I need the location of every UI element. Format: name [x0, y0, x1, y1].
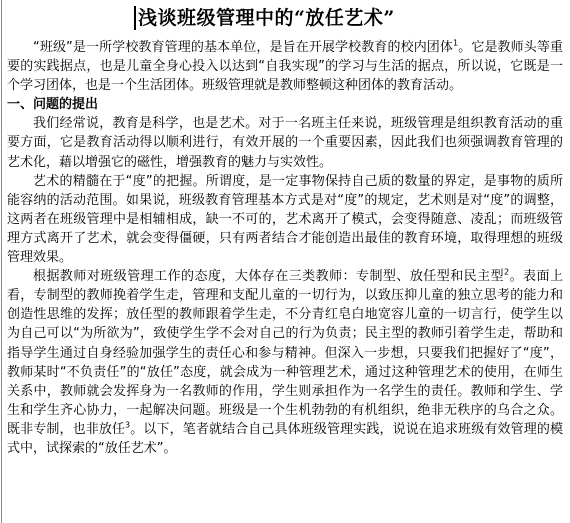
paragraph-intro-text-cont: 。它是教师头等重要的实践据点，也是儿童全身心投入以达到“自我实现”的学习与生活的据点，所以说，它既是一个学习团体，也是一个生活团体。班级管理就是教师整顿这种团体的教育活动。	[7, 40, 563, 94]
footnote-ref-1: 1	[453, 38, 459, 48]
text-cursor	[134, 6, 136, 30]
paragraph-intro	[7, 38, 563, 95]
page-left-border	[1, 0, 2, 523]
document-title[interactable]: 浅谈班级管理中的“放任艺术”	[138, 7, 395, 29]
footnote-ref-2: 2	[504, 267, 510, 277]
section-heading: 一、问题的提出	[7, 97, 99, 113]
paragraph-teacher-types-text: 根据教师对班级管理工作的态度，大体存在三类教师：专制型、放任型和民主型	[33, 269, 505, 285]
paragraph-degree: 艺术的精髓在于“度”的把握。所谓度，是一定事物保持自己质的数量的界定，是事物的质所能容纳的活动范围。如果说，班级教育管理基本方式是对“度”的规定，艺术则是对“度”的调整，这两者在班级管理中是相辅相成，缺一不可的，艺术离开了模式，会变得随意、凌乱；而班级管理方式离开了艺术，就会变得僵硬，只有两者结合才能创造出最佳的教育环境，取得理想的班级管理效果。	[7, 173, 563, 266]
document-body[interactable]	[7, 38, 563, 458]
paragraph-teacher-types-text-end: 。以下，笔者就结合自己具体班级管理实践，说说在追求班级有效管理的模式中，试探索的“放任艺术”。	[7, 421, 563, 456]
paragraph-science-art: 我们经常说，教育是科学，也是艺术。对于一名班主任来说，班级管理是组织教育活动的重要方面，它是教育活动得以顺利进行，有效开展的一个重要因素，因此我们也须强调教育管理的艺术化，藉以增强它的磁性，增强教育的魅力与实效性。	[7, 116, 563, 170]
footnote-ref-3: 3	[125, 420, 131, 430]
paragraph-teacher-types	[7, 267, 563, 458]
paragraph-intro-text: “班级”是一所学校教育管理的基本单位，是旨在开展学校教育的校内团体	[33, 40, 454, 55]
paragraph-teacher-types-text-cont: 。表面上看，专制型的教师挽着学生走，管理和支配儿童的一切行为，以致压抑儿童的独立思考的能力和创造性思维的发挥；放任型的教师跟着学生走，不分青红皂白地宽容儿童的一切言行，使学生以为自己可以“为所欲为”，致使学生学不会对自己的行为负责；民主型的教师引着学生走，帮助和指导学生通过自身经验加强学生的责任心和参与精神。但深入一步想，只要我们把握好了“度”，教师某时“不负责任”的“放任”态度，就会成为一种管理艺术，通过这种管理艺术的使用，在师生关系中，教师就会发挥身为一名教师的作用，学生则承担作为一名学生的责任。教师和学生、学生和学生齐心协力，一起解决问题。班级是一个生机勃勃的有机组织，绝非无秩序的乌合之众。既非专制，也非放任	[7, 269, 563, 437]
